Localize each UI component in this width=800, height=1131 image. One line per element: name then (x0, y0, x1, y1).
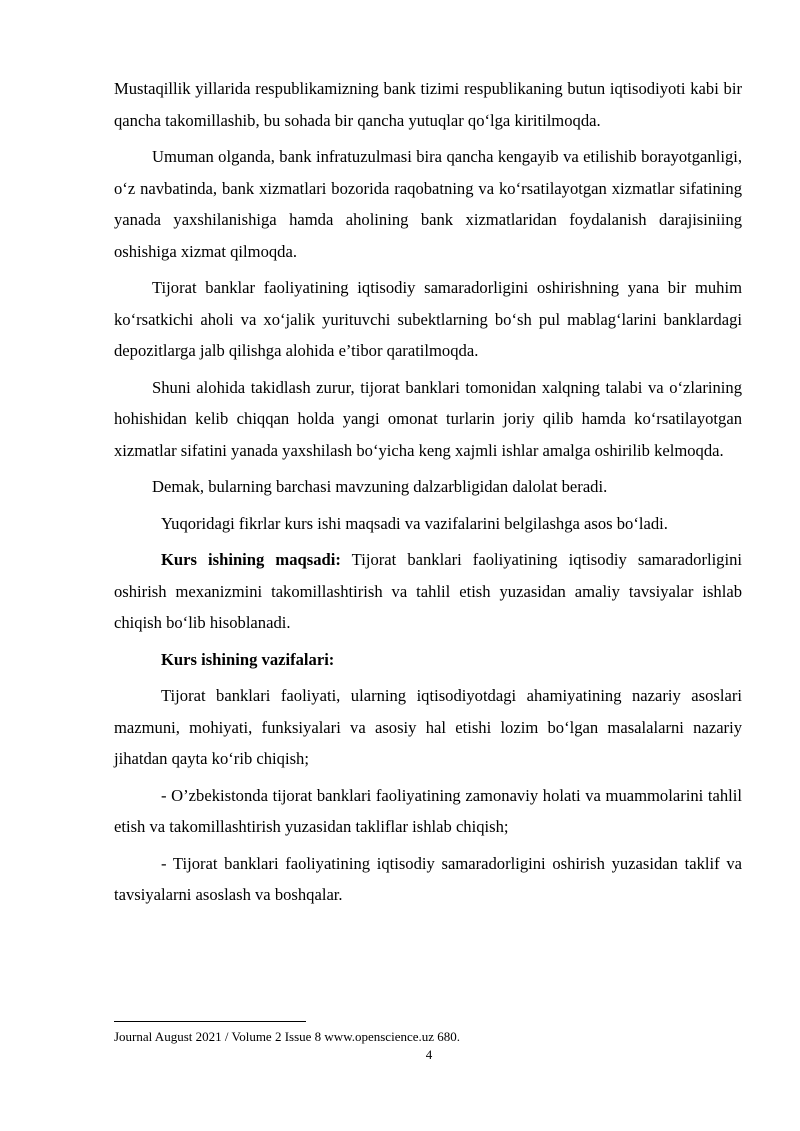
paragraph-relevance: Demak, bularning barchasi mavzuning dalzarbligidan dalolat beradi. (152, 477, 608, 496)
paragraph-infrastructure: Umuman olganda, bank infratuzulmasi bira qancha kengayib va etilishib borayotganligi, o‘z navbatinda, bank xizmatlari bozorida raqobatning va ko‘rsatilayotgan xizmatlar sifatining yanada yaxshilanishiga hamda aholining bank xizmatlaridan foydalanish darajisiniing oshishiga xizmat qilmoqda. (114, 147, 742, 261)
footnote: Journal August 2021 / Volume 2 Issue 8 www.openscience.uz 680. (114, 1029, 461, 1044)
footnote-divider (114, 1021, 306, 1022)
paragraph-efficiency: Tijorat banklar faoliyatining iqtisodiy samaradorligini oshirishning yana bir muhim ko‘rsatkichi aholi va xo‘jalik yurituvchi subektlarning bo‘sh pul mablag‘larini banklardagi depozitlarga jalb qilishga alohida e’tibor qaratilmoqda. (114, 278, 742, 360)
task-item: Tijorat banklari faoliyati, ularning iqtisodiyotdagi ahamiyatining nazariy asoslari mazmuni, mohiyati, funksiyalari va asosiy hal etishi lozim bo‘lgan masalalarni nazariy jihatdan qayta ko‘rib chiqish; (114, 686, 742, 768)
task-item: - O’zbekistonda tijorat banklari faoliyatining zamonaviy holati va muammolarini tahlil etish va takomillashtirish yuzasidan takliflar ishlab chiqish; (114, 785, 742, 836)
paragraph-goal (114, 544, 742, 639)
paragraph-intro: Mustaqillik yillarida respublikamizning bank tizimi respublikaning butun iqtisodiyoti kabi bir qancha takomillashib, bu sohada bir qancha yutuqlar qo‘lga kiritilmoqda. (114, 79, 742, 130)
task-item: - Tijorat banklari faoliyatining iqtisodiy samaradorligini oshirish yuzasidan taklif va tavsiyalarni asoslash va boshqalar. (114, 853, 742, 904)
page-number: 4 (425, 1047, 433, 1062)
goal-label: Kurs ishining maqsadi: (161, 550, 341, 569)
tasks-heading: Kurs ishining vazifalari: (161, 649, 335, 669)
paragraph-deposits: Shuni alohida takidlash zurur, tijorat banklari tomonidan xalqning talabi va o‘zlarining hohishidan kelib chiqqan holda yangi omonat turlarin joriy qilib hamda ko‘rsatilayotgan xizmatlar sifatini yanada yaxshilash bo‘yicha keng xajmli ishlar amalga oshirilib kelmoqda. (114, 377, 742, 460)
document-body (114, 73, 742, 916)
paragraph-basis: Yuqoridagi fikrlar kurs ishi maqsadi va vazifalarini belgilashga asos bo‘ladi. (161, 513, 668, 533)
goal-text: Tijorat banklari faoliyatining iqtisodiy samaradorligini oshirish mexanizmini takomillashtirish va tahlil etish yuzasidan amaliy tavsiyalar ishlab chiqish bo‘lib hisoblanadi. (114, 550, 742, 632)
